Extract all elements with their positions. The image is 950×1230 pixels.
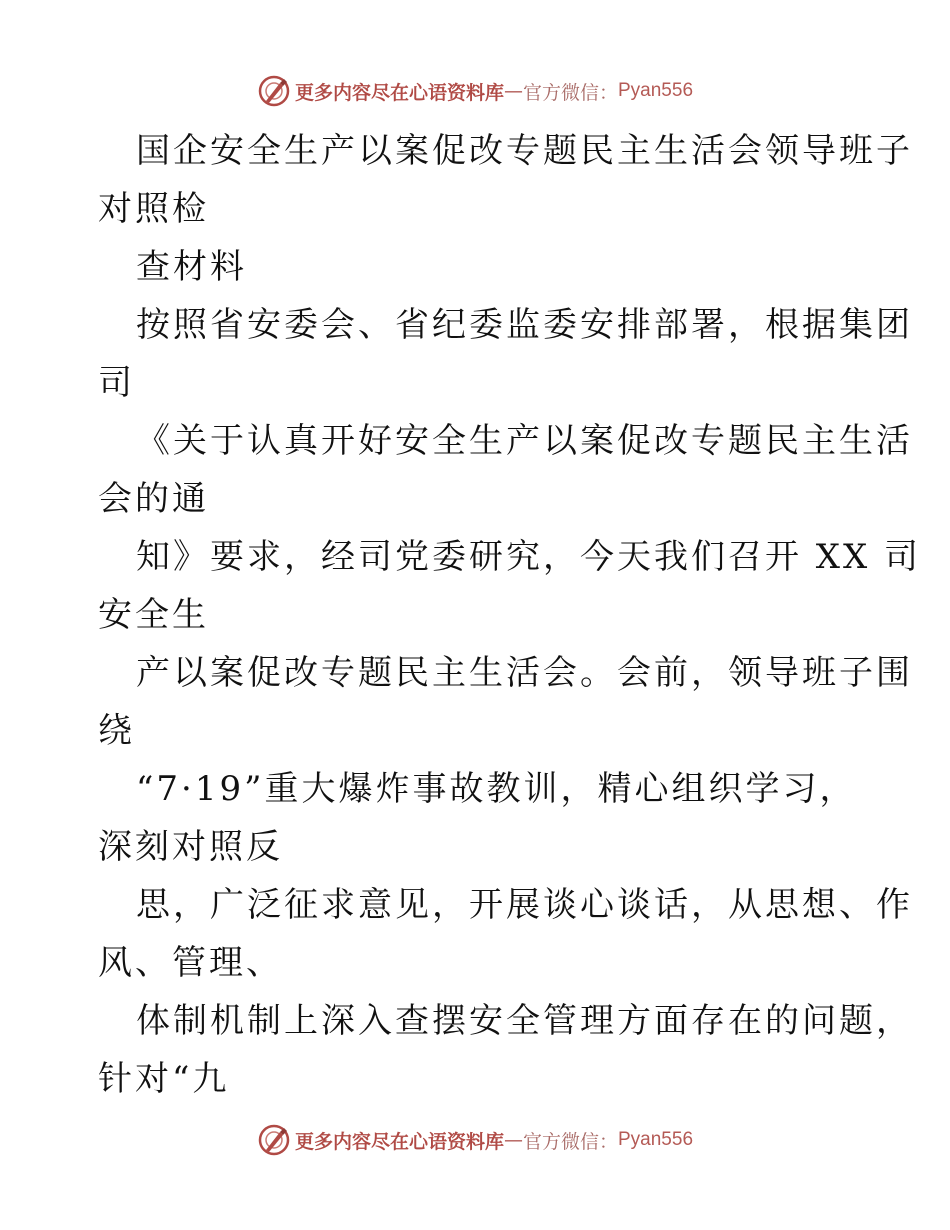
doc-line: 针对“九: [98, 1059, 230, 1099]
footer-watermark: [0, 1120, 950, 1160]
watermark-wechat-id: Pyan556: [618, 80, 694, 101]
header-watermark: [0, 71, 950, 111]
doc-line: 知》要求，经司党委研究，今天我们召开 XX 司: [136, 537, 922, 577]
watermark-wechat-label: 官方微信：: [522, 81, 618, 104]
doc-line: 体制机制上深入查摆安全管理方面存在的问题，: [136, 1001, 913, 1041]
doc-line: 思，广泛征求意见，开展谈心谈话，从思想、作: [136, 885, 913, 925]
watermark-dash: —: [503, 1129, 523, 1151]
watermark-wechat-id: Pyan556: [618, 1129, 694, 1150]
doc-line: 对照检: [98, 189, 209, 229]
doc-line: 产以案促改专题民主生活会。会前，领导班子围: [136, 653, 913, 693]
doc-line: 风、管理、: [98, 943, 283, 983]
doc-line: 《关于认真开好安全生产以案促改专题民主生活: [136, 421, 913, 461]
doc-line: 按照省安委会、省纪委监委安排部署，根据集团: [136, 305, 913, 345]
doc-line: 绕: [98, 711, 135, 751]
doc-line: 会的通: [98, 479, 209, 519]
watermark-wechat-label: 官方微信：: [522, 1130, 618, 1153]
doc-line: 深刻对照反: [98, 827, 283, 867]
watermark-dash: —: [503, 80, 523, 102]
watermark-main-text: 更多内容尽在心语资料库: [294, 81, 504, 104]
doc-line: 查材料: [136, 247, 247, 287]
document-body: [98, 122, 922, 1108]
doc-line: 国企安全生产以案促改专题民主生活会领导班子: [136, 131, 913, 171]
doc-line: 安全生: [98, 595, 209, 635]
doc-line: “7·19”重大爆炸事故教训，精心组织学习，: [136, 769, 857, 809]
watermark-main-text: 更多内容尽在心语资料库: [294, 1130, 504, 1153]
doc-line: 司: [98, 363, 135, 403]
pen-logo-icon: [257, 74, 291, 108]
pen-logo-icon: [257, 1123, 291, 1157]
